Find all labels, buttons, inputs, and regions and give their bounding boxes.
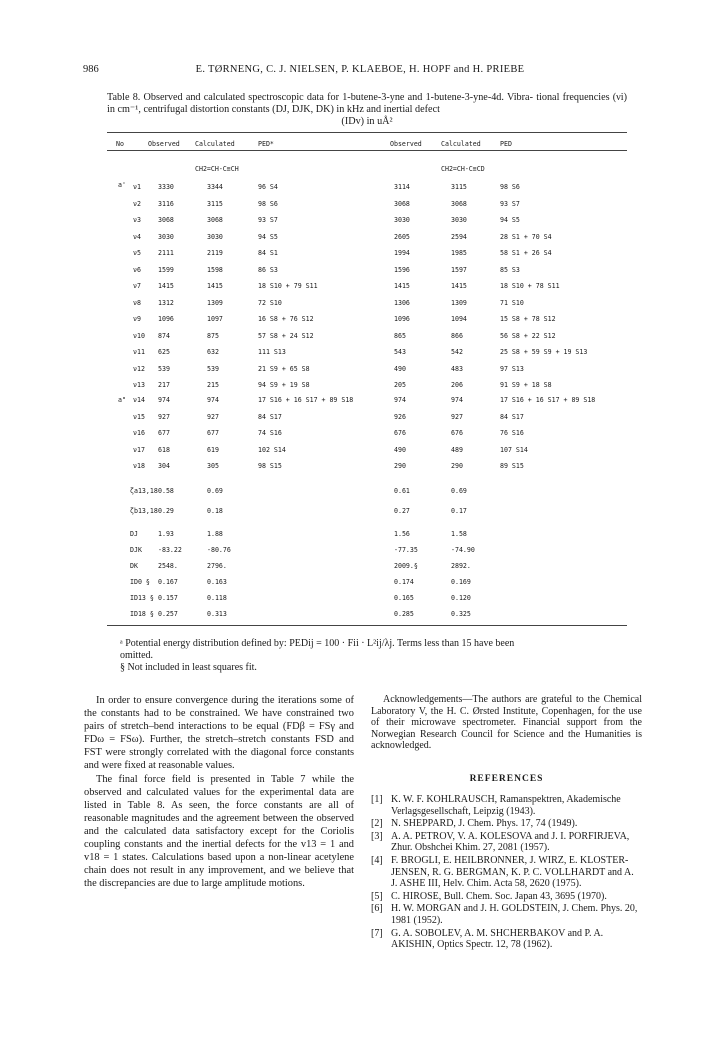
- table-cell-ped-left: 94 S5: [258, 232, 278, 241]
- table-cell-observed-left: 3330: [158, 183, 174, 191]
- table-cell-calculated-right: 0.69: [451, 487, 467, 495]
- table-cell-observed-right: 490: [394, 445, 406, 454]
- table-cell-observed-right: 1596: [394, 265, 410, 274]
- table-cell-calculated-right: -74.90: [451, 546, 475, 554]
- table-cell-ped-left: 18 S10 + 79 S11: [258, 282, 318, 290]
- table-cell-calculated-left: 0.18: [207, 507, 223, 515]
- table-cell-calculated-left: 677: [207, 429, 219, 437]
- table-cell-calculated-left: 3030: [207, 232, 223, 241]
- page-number: 986: [83, 64, 99, 75]
- table-cell-observed-left: 3116: [158, 199, 174, 208]
- reference-number: [5]: [371, 890, 383, 902]
- footnote-ped-line-1: ᵃ Potential energy distribution defined by: PEDij = 100 · Fii · L²ij/λj. Terms less than 15 have been: [120, 638, 515, 649]
- table-cell-observed-right: 0.285: [394, 610, 414, 618]
- table-cell-observed-left: 217: [158, 381, 170, 389]
- col-header-observed-left: Observed: [148, 140, 180, 148]
- references-list: [371, 794, 642, 952]
- table-cell-observed-right: 2605: [394, 232, 410, 241]
- molecule-header-right: CH2=CH-C≡CD: [441, 165, 485, 173]
- col-header-no: No: [116, 140, 124, 148]
- table-cell-row-label: DK: [130, 562, 138, 570]
- table-cell-observed-left: 1096: [158, 315, 174, 323]
- table-cell-calculated-right: 1597: [451, 265, 467, 274]
- table-cell-calculated-right: 1094: [451, 315, 467, 323]
- table-cell-observed-right: 1415: [394, 282, 410, 290]
- table-cell-observed-right: 0.165: [394, 594, 414, 602]
- table-cell-observed-left: -83.22: [158, 546, 182, 554]
- table-cell-ped-left: 94 S9 + 19 S8: [258, 381, 310, 389]
- table-cell-observed-right: 676: [394, 429, 406, 437]
- reference-text: K. W. F. KOHLRAUSCH, Ramanspektren, Akademische Verlagsgesellschaft, Leipzig (1943).: [391, 794, 621, 817]
- table-cell-ped-right: 93 S7: [500, 199, 520, 208]
- table-cell-row-label: ν4: [133, 232, 141, 241]
- table-cell-ped-right: 28 S1 + 70 S4: [500, 232, 552, 241]
- table-bottom-rule: [107, 625, 627, 626]
- table-cell-calculated-right: 974: [451, 396, 463, 404]
- table-cell-observed-right: 974: [394, 396, 406, 404]
- table-cell-ped-left: 17 S16 + 16 S17 + 89 S18: [258, 396, 354, 404]
- reference-text: C. HIROSE, Bull. Chem. Soc. Japan 43, 3695 (1970).: [391, 890, 607, 902]
- table-cell-ped-left: 93 S7: [258, 216, 278, 224]
- table-cell-calculated-left: 1097: [207, 315, 223, 323]
- table-cell-calculated-right: 2892.: [451, 562, 471, 570]
- table-cell-ped-left: 84 S1: [258, 249, 278, 257]
- table-cell-calculated-right: 676: [451, 429, 463, 437]
- table-cell-ped-right: 98 S6: [500, 183, 520, 191]
- table-cell-calculated-right: 0.120: [451, 594, 471, 602]
- table-cell-observed-left: 304: [158, 462, 170, 470]
- table-cell-row-label: ν15: [133, 412, 145, 421]
- reference-item: [371, 903, 642, 926]
- table-cell-calculated-right: 2594: [451, 232, 467, 241]
- table-cell-observed-left: 874: [158, 331, 170, 340]
- table-cell-ped-right: 15 S8 + 78 S12: [500, 315, 556, 323]
- reference-item: [371, 928, 642, 951]
- table-cell-observed-left: 677: [158, 429, 170, 437]
- table-cell-ped-left: 98 S15: [258, 462, 282, 470]
- table-cell-calculated-right: 542: [451, 348, 463, 356]
- footnote-ped-line-2: omitted.: [120, 650, 154, 661]
- table-cell-observed-left: 0.157: [158, 594, 178, 602]
- table-cell-observed-right: 543: [394, 348, 406, 356]
- table-cell-observed-right: 0.27: [394, 507, 410, 515]
- table-top-rule: [107, 132, 627, 133]
- table-cell-observed-left: 0.58: [158, 487, 174, 495]
- table-cell-ped-left: 16 S8 + 76 S12: [258, 315, 314, 323]
- table-cell-ped-right: 18 S10 + 78 S11: [500, 282, 560, 290]
- table-cell-observed-left: 625: [158, 348, 170, 356]
- table-cell-calculated-right: 0.325: [451, 610, 471, 618]
- table-cell-observed-right: 865: [394, 331, 406, 340]
- table-cell-calculated-left: 2796.: [207, 562, 227, 570]
- table-cell-calculated-left: -80.76: [207, 546, 231, 554]
- table-cell-calculated-right: 489: [451, 445, 463, 454]
- table-cell-observed-left: 0.257: [158, 610, 178, 618]
- table-cell-observed-right: 1096: [394, 315, 410, 323]
- table-cell-calculated-right: 0.17: [451, 507, 467, 515]
- reference-number: [4]: [371, 854, 383, 866]
- table-cell-row-label: ν13: [133, 381, 145, 389]
- reference-item: [371, 831, 642, 854]
- table-cell-calculated-left: 974: [207, 396, 219, 404]
- table-cell-calculated-left: 1598: [207, 265, 223, 274]
- table-cell-row-label: ν11: [133, 348, 145, 356]
- table-cell-ped-right: 17 S16 + 16 S17 + 89 S18: [500, 396, 596, 404]
- table-cell-calculated-right: 1309: [451, 298, 467, 307]
- reference-item: [371, 818, 642, 830]
- table-cell-row-label: ν9: [133, 315, 141, 323]
- reference-item: [371, 794, 642, 817]
- table-cell-ped-left: 84 S17: [258, 412, 282, 421]
- table-cell-calculated-right: 206: [451, 381, 463, 389]
- table-cell-row-label: ID13 §: [130, 594, 154, 602]
- table-cell-ped-left: 74 S16: [258, 429, 282, 437]
- reference-text: N. SHEPPARD, J. Chem. Phys. 17, 74 (1949).: [391, 818, 578, 830]
- references-heading: REFERENCES: [469, 774, 544, 784]
- table-cell-observed-right: 2009.§: [394, 562, 418, 570]
- table-cell-calculated-left: 2119: [207, 249, 223, 257]
- table-cell-ped-right: 91 S9 + 18 S8: [500, 381, 552, 389]
- table-cell-observed-left: 0.167: [158, 578, 178, 586]
- table-cell-observed-left: 539: [158, 364, 170, 373]
- table-cell-calculated-right: 3030: [451, 216, 467, 224]
- table-cell-ped-right: 58 S1 + 26 S4: [500, 249, 552, 257]
- reference-item: [371, 891, 642, 903]
- table-cell-ped-right: 107 S14: [500, 445, 528, 454]
- table-cell-row-label: ν16: [133, 429, 145, 437]
- table-cell-observed-right: 3114: [394, 183, 410, 191]
- table-cell-calculated-left: 3344: [207, 183, 223, 191]
- table-cell-calculated-left: 3068: [207, 216, 223, 224]
- reference-number: [7]: [371, 927, 383, 939]
- table-cell-observed-right: 3030: [394, 216, 410, 224]
- table-cell-calculated-left: 3115: [207, 199, 223, 208]
- footnote-ped: [120, 638, 630, 662]
- reference-text: H. W. MORGAN and J. H. GOLDSTEIN, J. Chem. Phys. 20, 1981 (1952).: [391, 903, 638, 926]
- table-cell-row-label: ν2: [133, 199, 141, 208]
- running-header-authors: E. TØRNENG, C. J. NIELSEN, P. KLAEBOE, H. HOPF and H. PRIEBE: [195, 64, 525, 75]
- molecule-header-left: CH2=CH-C≡CH: [195, 165, 239, 173]
- table-cell-calculated-left: 0.313: [207, 610, 227, 618]
- table-cell-observed-left: 1415: [158, 282, 174, 290]
- table-cell-observed-right: 1994: [394, 249, 410, 257]
- col-header-ped-left: PED*: [258, 140, 274, 148]
- caption-line-1: Table 8. Observed and calculated spectroscopic data for 1-butene-3-yne and 1-butene-3-yne-4d. Vibra-: [107, 92, 533, 103]
- symmetry-label-a-prime: a': [118, 181, 126, 189]
- table-cell-row-label: ν7: [133, 282, 141, 290]
- table-cell-ped-right: 97 S13: [500, 364, 524, 373]
- table-cell-calculated-right: 483: [451, 364, 463, 373]
- table-cell-observed-right: 1.56: [394, 530, 410, 538]
- paragraph-1: In order to ensure convergence during the iterations some of the constants had to be constrained. We have constrained two pairs of stretch–bend interactions to be equal (FDβ = FSγ and FDω = FSω). Further, the stretch–stretch constants FSD and FST were strongly correlated with the diagonal force constants and were fixed at reasonable values.: [84, 695, 354, 772]
- table-cell-row-label: ν18: [133, 462, 145, 470]
- body-left-column: [84, 694, 354, 890]
- caption-line-2: tional frequencies (νi) in cm⁻¹, centrifugal distortion constants (DJ, DJK, DK) in kHz and inertial defect: [107, 92, 628, 115]
- table-cell-row-label: ζa13,18: [130, 487, 158, 495]
- table-cell-calculated-left: 539: [207, 364, 219, 373]
- table-cell-observed-left: 2111: [158, 249, 174, 257]
- symmetry-label-a-double-prime: a": [118, 396, 126, 404]
- footnote-section: § Not included in least squares fit.: [120, 662, 257, 673]
- reference-text: F. BROGLI, E. HEILBRONNER, J. WIRZ, E. KLOSTER-JENSEN, R. G. BERGMAN, K. P. C. VOLLHARDT and A. J. ASHE III, Helv. Chim. Acta 58, 2620 (1975).: [391, 854, 634, 890]
- table-cell-observed-left: 3030: [158, 232, 174, 241]
- table-cell-calculated-left: 1415: [207, 282, 223, 290]
- table-cell-observed-left: 1.93: [158, 530, 174, 538]
- table-cell-calculated-right: 1.58: [451, 530, 467, 538]
- table-cell-row-label: ν8: [133, 298, 141, 307]
- table-cell-observed-left: 974: [158, 396, 170, 404]
- table-cell-observed-right: 1306: [394, 298, 410, 307]
- col-header-observed-right: Observed: [390, 140, 422, 148]
- table-cell-calculated-right: 1415: [451, 282, 467, 290]
- table-cell-ped-right: 56 S8 + 22 S12: [500, 331, 556, 340]
- table-cell-calculated-right: 290: [451, 462, 463, 470]
- table-header-rule: [107, 150, 627, 151]
- table-cell-calculated-left: 215: [207, 381, 219, 389]
- table-cell-ped-right: 85 S3: [500, 265, 520, 274]
- table-cell-observed-right: 0.174: [394, 578, 414, 586]
- col-header-calculated-right: Calculated: [441, 140, 481, 148]
- table-cell-row-label: ν1: [133, 183, 141, 191]
- table-cell-ped-left: 21 S9 + 65 S8: [258, 364, 310, 373]
- col-header-ped-right: PED: [500, 140, 512, 148]
- reference-text: G. A. SOBOLEV, A. M. SHCHERBAKOV and P. A. AKISHIN, Optics Spectr. 12, 78 (1962).: [391, 927, 604, 951]
- reference-number: [1]: [371, 794, 383, 805]
- acknowledgements: Acknowledgements—The authors are grateful to the Chemical Laboratory V, the H. C. Ørsted Institute, Copenhagen, for the use of their microwave spectrometer. Financial support from the Norwegian Research Council for Science and the Humanities is acknowledged.: [371, 694, 642, 752]
- table-cell-ped-right: 89 S15: [500, 462, 524, 470]
- table-cell-row-label: DJK: [130, 546, 142, 554]
- table-cell-observed-left: 0.29: [158, 507, 174, 515]
- reference-number: [3]: [371, 830, 383, 842]
- table-cell-ped-left: 72 S10: [258, 298, 282, 307]
- table-cell-ped-right: 71 S10: [500, 298, 524, 307]
- table-cell-ped-left: 102 S14: [258, 445, 286, 454]
- table-cell-ped-left: 57 S8 + 24 S12: [258, 331, 314, 340]
- table-cell-observed-right: 490: [394, 364, 406, 373]
- table-cell-observed-left: 1599: [158, 265, 174, 274]
- table-cell-row-label: ν3: [133, 216, 141, 224]
- reference-number: [2]: [371, 818, 383, 830]
- paragraph-2: The final force field is presented in Table 7 while the observed and calculated values for the experimental data are listed in Table 8. As seen, the force constants are all of reasonable magnitudes and the agreement between the observed and the calculated data satisfactory except for the Coriolis coupling constants and the inertial defects for the v13 = 1 and v18 = 1 states. Calculations based upon a non-linear acetylene chain does not result in any improvement, and we believe that the discrepancies are due to large amplitude motions.: [84, 773, 354, 890]
- table-cell-ped-right: 76 S16: [500, 429, 524, 437]
- table-cell-observed-right: 290: [394, 462, 406, 470]
- table-cell-calculated-left: 0.163: [207, 578, 227, 586]
- reference-number: [6]: [371, 903, 383, 915]
- table-cell-ped-left: 96 S4: [258, 183, 278, 191]
- table-cell-ped-left: 111 S13: [258, 348, 286, 356]
- table-cell-row-label: DJ: [130, 530, 138, 538]
- reference-text: A. A. PETROV, V. A. KOLESOVA and J. I. PORFIRJEVA, Zhur. Obshchei Khim. 27, 2081 (1957).: [391, 830, 630, 854]
- table-cell-observed-right: 0.61: [394, 487, 410, 495]
- table-cell-calculated-right: 1985: [451, 249, 467, 257]
- table-cell-observed-left: 3068: [158, 216, 174, 224]
- table-cell-calculated-left: 632: [207, 348, 219, 356]
- table-cell-calculated-right: 927: [451, 412, 463, 421]
- table-cell-observed-right: 205: [394, 381, 406, 389]
- table-cell-row-label: ζb13,18: [130, 507, 158, 515]
- table-cell-calculated-left: 1.88: [207, 530, 223, 538]
- table-cell-ped-left: 86 S3: [258, 265, 278, 274]
- table-cell-row-label: ID0 §: [130, 578, 150, 586]
- table-cell-ped-right: 25 S8 + 59 S9 + 19 S13: [500, 348, 588, 356]
- table-cell-row-label: ν10: [133, 331, 145, 340]
- table-caption: [107, 92, 627, 128]
- table-cell-ped-left: 98 S6: [258, 199, 278, 208]
- table-cell-observed-left: 618: [158, 445, 170, 454]
- table-cell-observed-left: 927: [158, 412, 170, 421]
- table-cell-calculated-left: 1309: [207, 298, 223, 307]
- table-cell-observed-right: 926: [394, 412, 406, 421]
- table-cell-row-label: ν6: [133, 265, 141, 274]
- table-cell-calculated-right: 3068: [451, 199, 467, 208]
- table-cell-row-label: ν14: [133, 396, 145, 404]
- table-cell-observed-right: -77.35: [394, 546, 418, 554]
- table-cell-calculated-left: 0.118: [207, 594, 227, 602]
- table-cell-calculated-left: 619: [207, 445, 219, 454]
- table-cell-observed-left: 2548.: [158, 562, 178, 570]
- table-cell-row-label: ν17: [133, 445, 145, 454]
- table-cell-calculated-right: 866: [451, 331, 463, 340]
- table-cell-calculated-left: 305: [207, 462, 219, 470]
- table-cell-ped-right: 94 S5: [500, 216, 520, 224]
- table-cell-row-label: ID18 §: [130, 610, 154, 618]
- table-cell-calculated-left: 0.69: [207, 487, 223, 495]
- table-cell-calculated-right: 0.169: [451, 578, 471, 586]
- table-cell-row-label: ν5: [133, 249, 141, 257]
- table-cell-row-label: ν12: [133, 364, 145, 373]
- caption-line-3: (IDv) in uÅ²: [341, 116, 393, 127]
- table-cell-observed-right: 3068: [394, 199, 410, 208]
- table-cell-calculated-left: 875: [207, 331, 219, 340]
- table-cell-calculated-right: 3115: [451, 183, 467, 191]
- table-cell-calculated-left: 927: [207, 412, 219, 421]
- reference-item: [371, 855, 642, 890]
- table-cell-observed-left: 1312: [158, 298, 174, 307]
- col-header-calculated-left: Calculated: [195, 140, 235, 148]
- table-cell-ped-right: 84 S17: [500, 412, 524, 421]
